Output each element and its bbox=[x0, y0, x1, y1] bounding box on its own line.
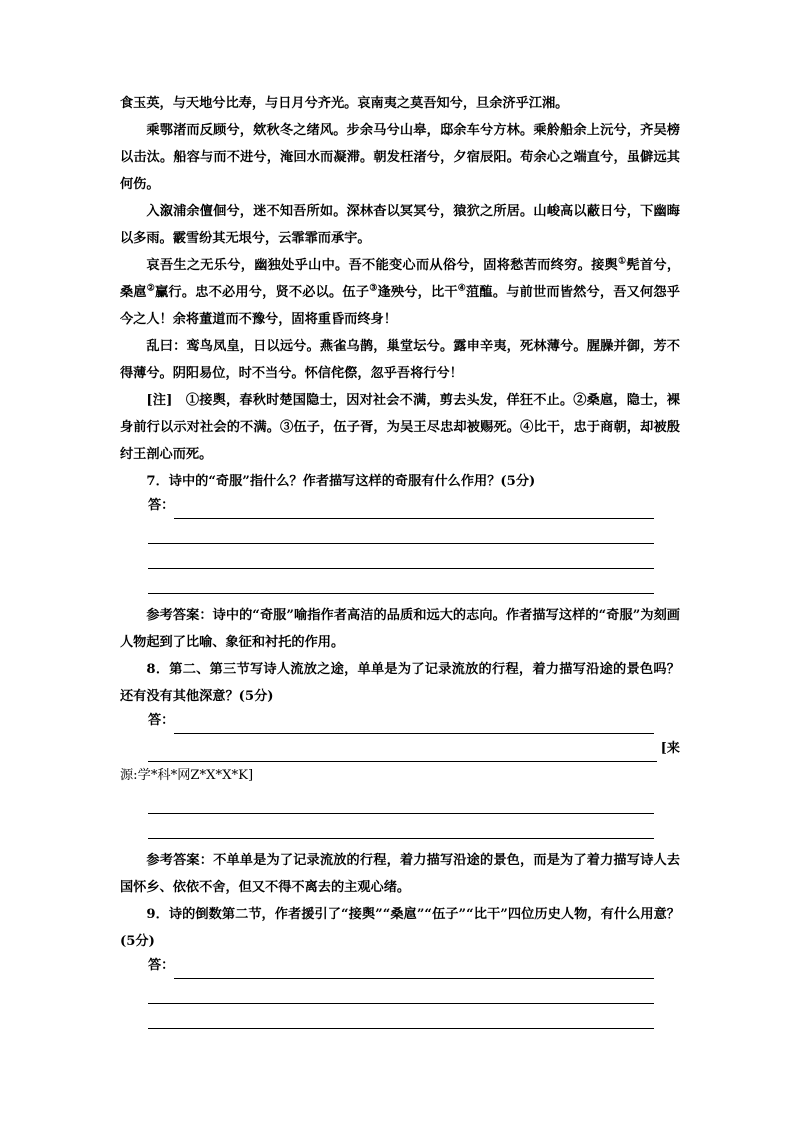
poem-p4-part-b: 髡首兮，桑扈 bbox=[120, 258, 681, 300]
q9-answer-line-2[interactable] bbox=[148, 986, 654, 1004]
q9-answer-line-1[interactable] bbox=[174, 961, 654, 979]
q8-reference-answer: 参考答案：不单单是为了记录流放的行程，着力描写沿途的景色，而是为了着力描写诗人去国怀乡、依依不舍，但又不得不离去的主观心绪。 bbox=[120, 853, 680, 895]
poem-paragraph-1: 食玉英，与天地兮比寿，与日月兮齐光。哀南夷之莫吾知兮，旦余济乎江湘。 bbox=[120, 96, 569, 111]
poem-paragraph-2: 乘鄂渚而反顾兮，欸秋冬之绪风。步余马兮山皋，邸余车兮方林。乘舲船余上沅兮，齐吴榜以击汰。船容与而不进兮，淹回水而凝滞。朝发枉渚兮，夕宿辰阳。苟余心之端直兮，虽僻远其何伤。 bbox=[120, 123, 680, 192]
q9-answer-line-3-row bbox=[120, 1004, 680, 1029]
q7-answer-label: 答： bbox=[148, 498, 175, 513]
q9-answer-line-2-row bbox=[120, 979, 680, 1004]
q8-answer-line-1[interactable] bbox=[174, 716, 654, 734]
poem-p4-part-d: 逢殃兮，比干 bbox=[377, 285, 458, 300]
q8-source-tail: [来 bbox=[660, 741, 680, 756]
q8-source-rest: 源:学*科*网Z*X*X*K] bbox=[120, 768, 254, 783]
q7-answer-line-2[interactable] bbox=[148, 526, 654, 544]
q9-answer-row bbox=[120, 955, 680, 979]
footnote-marker-3: ③ bbox=[369, 283, 378, 294]
q7-answer-line-3-row bbox=[120, 544, 680, 569]
q9-answer-label: 答： bbox=[148, 958, 175, 973]
question-8: 8．第二、第三节写诗人流放之途，单单是为了记录流放的行程，着力描写沿途的景色吗？还有没有其他深意？(5分) bbox=[120, 662, 680, 704]
q8-answer-line-2-row bbox=[120, 734, 680, 762]
q8-answer-label: 答： bbox=[148, 713, 175, 728]
question-7: 7．诗中的“奇服”指什么？作者描写这样的奇服有什么作用？(5分) bbox=[146, 474, 536, 489]
q7-answer-row bbox=[120, 495, 680, 519]
q7-reference-answer: 参考答案：诗中的“奇服”喻指作者高洁的品质和远大的志向。作者描写这样的“奇服”为刻画人物起到了比喻、象征和衬托的作用。 bbox=[120, 608, 680, 650]
footnote-marker-1: ① bbox=[618, 256, 627, 267]
q7-answer-line-2-row bbox=[120, 519, 680, 544]
q7-answer-line-1[interactable] bbox=[174, 501, 654, 519]
poem-paragraph-4 bbox=[120, 252, 680, 333]
q7-answer-line-4-row bbox=[120, 569, 680, 594]
document-content bbox=[120, 90, 680, 1029]
q9-answer-line-3[interactable] bbox=[148, 1011, 654, 1029]
q8-answer-line-3-row bbox=[120, 789, 680, 814]
q8-answer-row bbox=[120, 710, 680, 734]
poem-paragraph-5: 乱曰：鸾鸟凤皇，日以远兮。燕雀乌鹊，巢堂坛兮。露申辛夷，死林薄兮。腥臊并御，芳不得薄兮。阴阳易位，时不当兮。怀信侘傺，忽乎吾将行兮！ bbox=[120, 339, 680, 381]
poem-p4-part-c: 臝行。忠不必用兮，贤不必以。伍子 bbox=[155, 285, 370, 300]
question-9: 9．诗的倒数第二节，作者援引了“接舆”“桑扈”“伍子”“比干”四位历史人物，有什么用意？(5分) bbox=[120, 907, 680, 949]
poem-p4-part-e: 菹醢。与前世而皆然兮，吾又何怨乎今之人！余将董道而不豫兮，固将重昏而终身！ bbox=[120, 285, 680, 327]
poem-paragraph-3: 入溆浦余儃佪兮，迷不知吾所如。深林杳以冥冥兮，猿狖之所居。山峻高以蔽日兮，下幽晦以多雨。霰雪纷其无垠兮，云霏霏而承宇。 bbox=[120, 204, 680, 246]
annotation-note: [注] ①接舆，春秋时楚国隐士，因对社会不满，剪去头发，佯狂不止。②桑扈，隐士，裸身前行以示对社会的不满。③伍子，伍子胥，为吴王尽忠却被赐死。④比干，忠于商朝，却被殷纣王剖心而死。 bbox=[120, 393, 680, 462]
poem-p4-part-a: 哀吾生之无乐兮，幽独处乎山中。吾不能变心而从俗兮，固将愁苦而终穷。接舆 bbox=[146, 258, 619, 273]
q7-answer-line-4[interactable] bbox=[148, 576, 654, 594]
footnote-marker-2: ② bbox=[146, 283, 156, 294]
q8-answer-line-2[interactable] bbox=[148, 744, 657, 762]
q8-answer-line-4-row bbox=[120, 814, 680, 839]
footnote-marker-4: ④ bbox=[457, 283, 467, 294]
q7-answer-line-3[interactable] bbox=[148, 551, 654, 569]
q8-answer-line-4[interactable] bbox=[148, 821, 654, 839]
q8-answer-line-3[interactable] bbox=[148, 796, 654, 814]
